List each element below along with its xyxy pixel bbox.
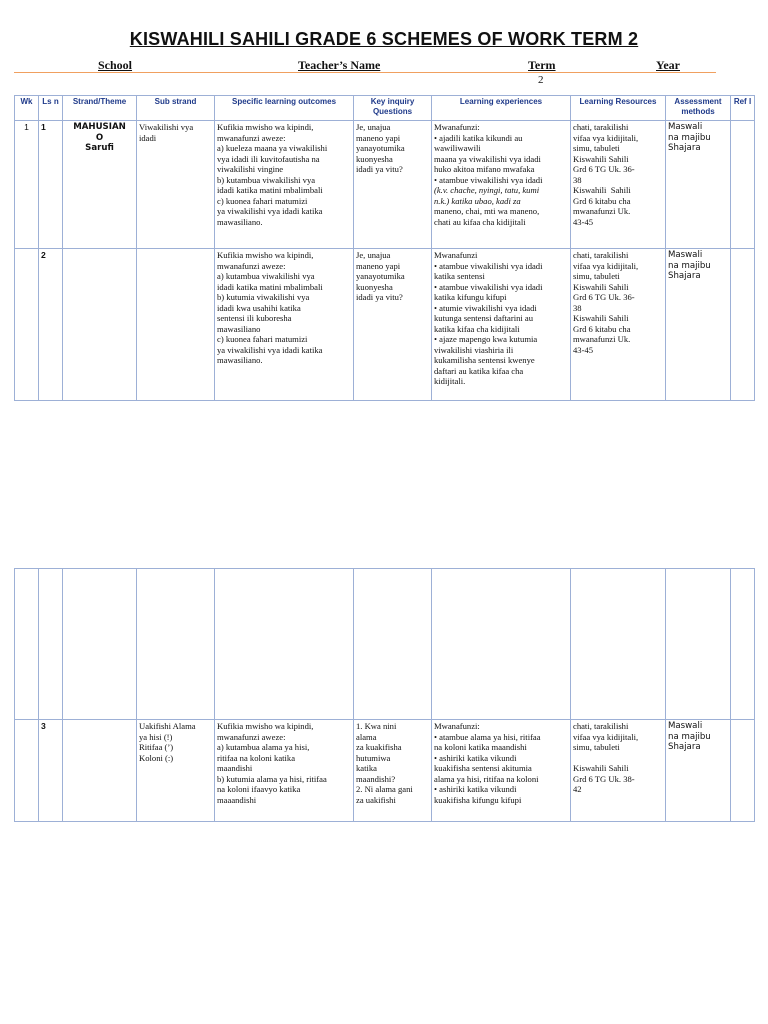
cell-lsn: 1: [39, 121, 63, 249]
cell-line: za uakifishi: [356, 794, 396, 805]
cell-line: 38: [573, 302, 582, 313]
cell-line: vifaa vya kidijitali,: [573, 132, 639, 143]
col-header-wk: Wk: [15, 96, 39, 121]
cell-line: Kufikia mwisho wa kipindi,: [217, 122, 314, 132]
cell-refl: [731, 249, 755, 401]
cell-empty: [666, 569, 731, 720]
school-label: School: [98, 58, 133, 72]
table-row: [15, 121, 755, 249]
cell-line: mwanafunzi aweze:: [217, 132, 286, 143]
cell-line: Maswali: [668, 250, 703, 260]
cell-line: viwakilishi viashiria ili: [434, 344, 514, 355]
col-header-substrand: Sub strand: [137, 96, 215, 121]
col-header-resources: Learning Resources: [571, 96, 666, 121]
cell-line: 38: [573, 174, 582, 185]
cell-line: Kufikia mwisho wa kipindi,: [217, 721, 314, 731]
cell-line: kutunga sentensi daftarini au: [434, 313, 534, 323]
cell-line: maandishi: [217, 763, 253, 773]
cell-questions: [354, 720, 432, 822]
cell-wk: [15, 249, 39, 401]
cell-line: ritifaa na koloni katika: [217, 752, 296, 763]
cell-line: mwanafunzi Uk.: [573, 334, 631, 344]
cell-line: Kiswahili Sahili: [573, 281, 629, 292]
cell-outcomes: [215, 121, 354, 249]
cell-line: • ashiriki katika vikundi: [434, 752, 517, 763]
cell-line: • atambue alama ya hisi, ritifaa: [434, 731, 541, 742]
col-header-outcomes: Specific learning outcomes: [215, 96, 354, 121]
cell-line: • atambue viwakilishi vya idadi: [434, 260, 543, 271]
cell-line: Koloni (:): [139, 752, 174, 763]
cell-line: chati, tarakilishi: [573, 721, 629, 731]
cell-line: Kiswahili Sahili: [573, 763, 629, 773]
cell-line: Mwanafunzi: [434, 250, 478, 260]
cell-strand: [63, 121, 137, 249]
cell-line: Grd 6 kitabu cha: [573, 323, 631, 334]
cell-line: kuakifisha sentensi akitumia: [434, 763, 532, 773]
cell-line: O: [95, 132, 104, 143]
cell-line: vya idadi ili kuvitofautisha na: [217, 153, 320, 164]
cell-resources: [571, 121, 666, 249]
cell-line: Kufikia mwisho wa kipindi,: [217, 250, 314, 260]
cell-line: chati au kifaa cha kidijitali: [434, 216, 526, 227]
cell-line: huko akitoa mifano mwafaka: [434, 164, 535, 174]
cell-line: hutumiwa: [356, 752, 391, 763]
cell-empty: [354, 569, 432, 720]
cell-substrand: [137, 121, 215, 249]
cell-line: Je, unajua: [356, 250, 391, 260]
cell-line: maandishi?: [356, 773, 396, 784]
cell-line: idadi: [139, 132, 157, 143]
cell-experiences: [432, 249, 571, 401]
cell-line: mawasiliano: [217, 323, 261, 334]
cell-line: Kiswahili Sahili: [573, 313, 629, 323]
cell-line: Shajara: [668, 143, 701, 153]
cell-resources: [571, 249, 666, 401]
cell-line: katika sentensi: [434, 271, 485, 281]
cell-line: a) kutambua viwakilishi vya: [217, 271, 315, 281]
cell-line: na koloni katika maandishi: [434, 742, 527, 752]
cell-line: simu, tabuleti: [573, 742, 620, 752]
cell-line: mwanafunzi Uk.: [573, 206, 631, 216]
cell-line: katika kifungu kifupi: [434, 292, 507, 302]
cell-line: Viwakilishi vya: [139, 122, 194, 132]
cell-line: katika kifaa cha kidijitali: [434, 323, 520, 334]
cell-line: daftari au katika kifaa cha: [434, 365, 524, 376]
cell-line: Shajara: [668, 271, 701, 281]
cell-line: idadi katika matini mbalimbali: [217, 281, 323, 292]
cell-line: mawasiliano.: [217, 355, 263, 365]
cell-line: Uakifishi Alama: [139, 721, 196, 731]
cell-strand: [63, 249, 137, 401]
cell-experiences: [432, 121, 571, 249]
cell-line: yanayotumika: [356, 271, 405, 281]
cell-line: c) kuonea fahari matumizi: [217, 334, 308, 344]
cell-line: 1. Kwa nini: [356, 721, 397, 731]
cell-line: idadi kwa usahihi katika: [217, 302, 301, 313]
cell-line: za kuakifisha: [356, 742, 402, 752]
cell-experiences: [432, 720, 571, 822]
cell-line: idadi katika matini mbalimbali: [217, 185, 323, 195]
cell-line: idadi ya vitu?: [356, 292, 403, 302]
cell-questions: [354, 249, 432, 401]
cell-line: ya viwakilishi vya idadi katika: [217, 206, 323, 216]
cell-line: Mwanafunzi:: [434, 721, 480, 731]
cell-empty: [432, 569, 571, 720]
cell-empty: [39, 569, 63, 720]
cell-line: kuonyesha: [356, 281, 393, 292]
cell-refl: [731, 121, 755, 249]
cell-line: • atumie viwakilishi vya idadi: [434, 302, 537, 313]
cell-line: mwanafunzi aweze:: [217, 731, 286, 742]
cell-line: a) kueleza maana ya viwakilishi: [217, 143, 328, 153]
cell-line: viwakilishi vingine: [217, 164, 284, 174]
cell-line: na majibu: [668, 731, 711, 742]
cell-line: ya viwakilishi vya idadi katika: [217, 344, 323, 355]
cell-lsn: 2: [39, 249, 63, 401]
cell-line: Shajara: [668, 742, 701, 752]
cell-line: wawiliwawili: [434, 143, 481, 153]
cell-line: • ajaze mapengo kwa kutumia: [434, 334, 538, 344]
cell-line: maneno yapi: [356, 132, 401, 143]
cell-line: Grd 6 kitabu cha: [573, 195, 631, 206]
cell-empty: [137, 569, 215, 720]
cell-line: kukamilisha sentensi kwenye: [434, 355, 535, 365]
cell-resources: [571, 720, 666, 822]
cell-line: kuakifisha kifungu kifupi: [434, 794, 522, 805]
cell-substrand: [137, 720, 215, 822]
cell-line: b) kutumia viwakilishi vya: [217, 292, 310, 302]
cell-line: c) kuonea fahari matumizi: [217, 195, 308, 206]
col-header-questions: Key inquiry Questions: [354, 96, 432, 121]
term-value: 2: [538, 74, 544, 86]
cell-line: idadi ya vitu?: [356, 164, 403, 174]
cell-line: Sarufi: [85, 143, 114, 153]
col-header-assessment: Assessment methods: [666, 96, 731, 121]
cell-line: Maswali: [668, 721, 703, 731]
cell-line: simu, tabuleti: [573, 271, 620, 281]
col-header-lsn: Ls n: [39, 96, 63, 121]
cell-line: kidijitali.: [434, 376, 466, 386]
schemes-table-page-2: [14, 568, 755, 822]
teacher-name-label: Teacher’s Name: [298, 58, 381, 72]
cell-line: MAHUSIAN: [73, 122, 126, 132]
cell-line: Kiswahili Sahili: [573, 185, 631, 195]
cell-line: chati, tarakilishi: [573, 122, 629, 132]
cell-line: 42: [573, 784, 582, 794]
term-label: Term: [528, 58, 556, 72]
cell-line: Grd 6 TG Uk. 38-: [573, 773, 635, 784]
cell-line: • atambue viwakilishi vya idadi: [434, 174, 543, 185]
year-label: Year: [656, 58, 680, 72]
cell-line: • ashiriki katika vikundi: [434, 784, 517, 794]
cell-line: a) kutambua alama ya hisi,: [217, 742, 310, 752]
cell-line: Maswali: [668, 122, 703, 132]
cell-line: b) kutumia alama ya hisi, ritifaa: [217, 773, 327, 784]
cell-line: alama: [356, 731, 377, 742]
cell-line: mawasiliano.: [217, 216, 263, 227]
cell-empty: [15, 569, 39, 720]
cell-substrand: [137, 249, 215, 401]
cell-line: vifaa vya kidijitali,: [573, 260, 639, 271]
cell-line: na koloni ifaavyo katika: [217, 784, 301, 794]
cell-line: Mwanafunzi:: [434, 122, 480, 132]
cell-assessment: [666, 121, 731, 249]
schemes-table-page-1: [14, 95, 755, 401]
table-row: [15, 720, 755, 822]
col-header-strand: Strand/Theme: [63, 96, 137, 121]
cell-line: maana ya viwakilishi vya idadi: [434, 153, 541, 164]
cell-line: 43-45: [573, 344, 594, 355]
cell-line: • ajadili katika kikundi au: [434, 132, 523, 143]
cell-line: maaandishi: [217, 794, 257, 805]
cell-line: [573, 753, 663, 764]
cell-refl: [731, 720, 755, 822]
table-row-empty: [15, 569, 755, 720]
cell-strand: [63, 720, 137, 822]
cell-line: • atambue viwakilishi vya idadi: [434, 281, 543, 292]
cell-line: Grd 6 TG Uk. 36-: [573, 164, 635, 174]
cell-line: Ritifaa (’): [139, 742, 174, 752]
cell-line: alama ya hisi, ritifaa na koloni: [434, 773, 539, 784]
cell-line: (k.v. chache, nyingi, tatu, kumi: [434, 185, 540, 195]
cell-line: kuonyesha: [356, 153, 393, 164]
cell-empty: [215, 569, 354, 720]
cell-wk: [15, 720, 39, 822]
cell-outcomes: [215, 720, 354, 822]
cell-line: simu, tabuleti: [573, 143, 620, 153]
col-header-experiences: Learning experiences: [432, 96, 571, 121]
cell-questions: [354, 121, 432, 249]
cell-line: yanayotumika: [356, 143, 405, 153]
page-title: KISWAHILI SAHILI GRADE 6 SCHEMES OF WORK TERM 2: [129, 29, 639, 49]
cell-line: vifaa vya kidijitali,: [573, 731, 639, 742]
cell-line: b) kutambua viwakilishi vya: [217, 174, 316, 185]
cell-lsn: 3: [39, 720, 63, 822]
cell-line: Je, unajua: [356, 122, 391, 132]
cell-outcomes: [215, 249, 354, 401]
cell-line: na majibu: [668, 132, 711, 143]
header-divider: [14, 72, 716, 73]
cell-line: ya hisi (!): [139, 731, 173, 742]
cell-empty: [63, 569, 137, 720]
cell-line: katika: [356, 763, 377, 773]
cell-line: mwanafunzi aweze:: [217, 260, 286, 271]
cell-line: sentensi ili kuboresha: [217, 313, 292, 323]
cell-line: maneno yapi: [356, 260, 401, 271]
cell-line: 2. Ni alama gani: [356, 784, 413, 794]
cell-line: Grd 6 TG Uk. 36-: [573, 292, 635, 302]
cell-line: 43-45: [573, 216, 594, 227]
col-header-refl: Ref l: [731, 96, 755, 121]
table-row: [15, 249, 755, 401]
cell-line: na majibu: [668, 260, 711, 271]
cell-assessment: [666, 720, 731, 822]
cell-line: chati, tarakilishi: [573, 250, 629, 260]
cell-assessment: [666, 249, 731, 401]
cell-line: maneno, chai, mti wa maneno,: [434, 206, 540, 216]
cell-line: Kiswahili Sahili: [573, 153, 629, 164]
table-header-row: [15, 96, 755, 121]
cell-empty: [571, 569, 666, 720]
cell-line: n.k.) katika ubao, kadi za: [434, 195, 521, 206]
cell-empty: [731, 569, 755, 720]
cell-wk: 1: [15, 121, 39, 249]
